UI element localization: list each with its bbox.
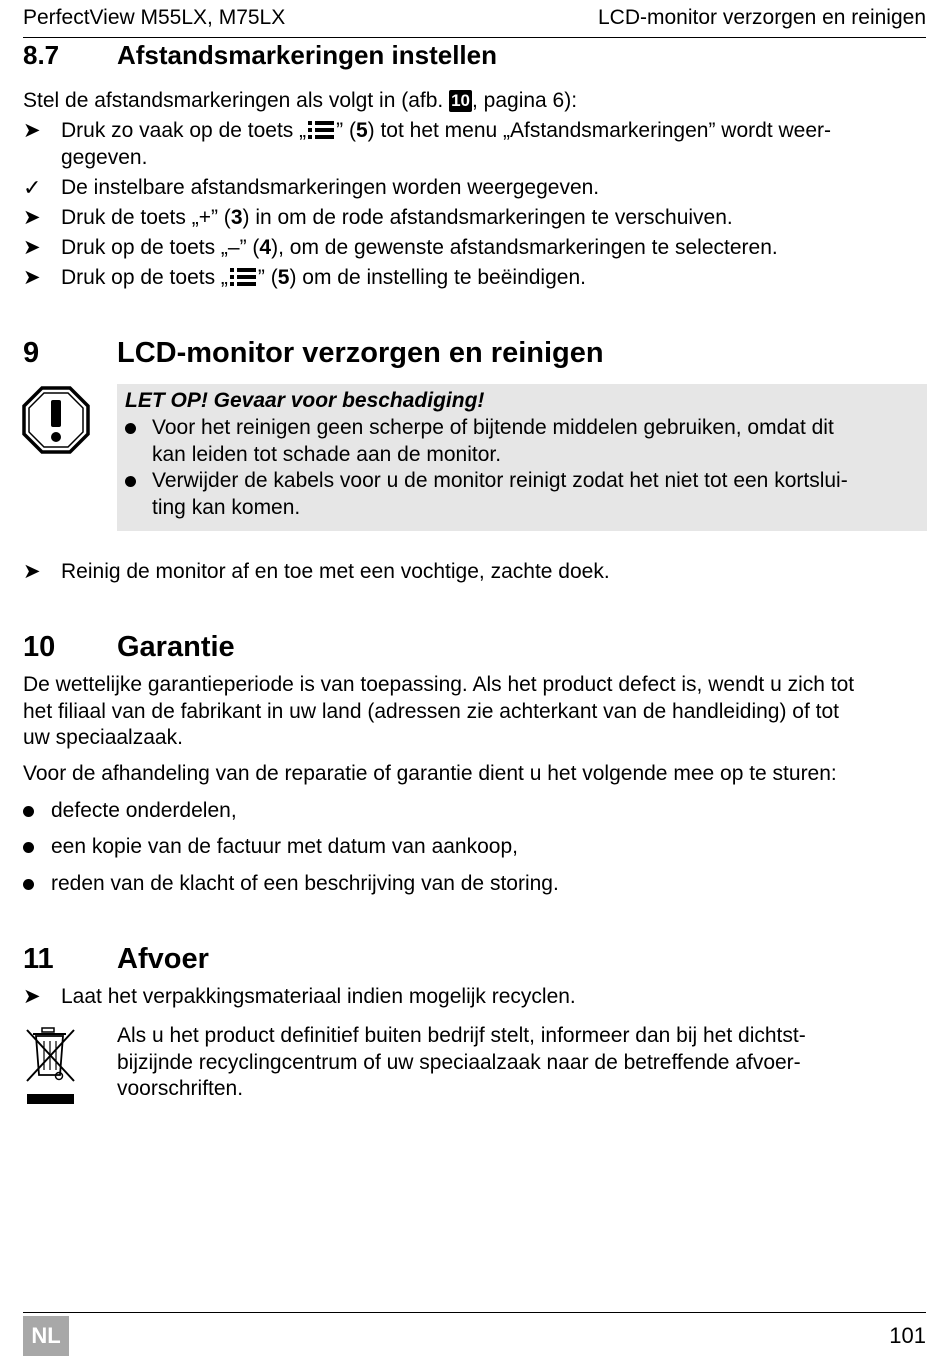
warning-bullet: Verwijder de kabels voor u de monitor reinigt zodat het niet tot een kortslui- ting kan komen.	[125, 468, 920, 521]
result-item: ✓ De instelbare afstandsmarkeringen worden weergegeven.	[23, 175, 600, 200]
bullet-dot-icon	[23, 806, 34, 817]
step-item: ➤ Druk de toets „+” (3) in om de rode afstandsmarkeringen te verschuiven.	[23, 205, 928, 232]
disposal-paragraph: Als u het product definitief buiten bedrijf stelt, informeer dan bij het dichtst- bijzijnde recyclingcentrum of uw speciaalzaak naar de betreffende afvoer- voorschriften.	[117, 1024, 806, 1100]
header-rule	[23, 37, 926, 38]
arrow-icon: ➤	[23, 985, 41, 1008]
running-header-left: PerfectView M55LX, M75LX	[23, 6, 286, 29]
section-number: 9	[23, 337, 40, 369]
arrow-icon: ➤	[23, 266, 41, 289]
section-title: Garantie	[117, 631, 235, 663]
list-item: een kopie van de factuur met datum van aankoop,	[23, 834, 928, 861]
section-8-7-heading	[23, 40, 923, 70]
warning-box	[117, 384, 927, 531]
page-number: 101	[889, 1323, 926, 1348]
footer-rule	[23, 1312, 926, 1313]
step-item: ➤ Druk op de toets „–” (4), om de gewenste afstandsmarkeringen te selecteren.	[23, 235, 928, 262]
warning-title: LET OP! Gevaar voor beschadiging!	[125, 389, 485, 412]
language-tab: NL	[23, 1316, 69, 1356]
arrow-icon: ➤	[23, 236, 41, 259]
section-title: LCD-monitor verzorgen en reinigen	[117, 337, 604, 369]
step-item: ➤ Druk zo vaak op de toets „ ” (5) tot het menu „Afstandsmarkeringen” wordt weer- gegeven.	[23, 119, 831, 169]
section-title: Afstandsmarkeringen instellen	[117, 40, 497, 70]
section-number: 10	[23, 631, 56, 663]
list-item: defecte onderdelen,	[23, 798, 928, 825]
bullet-dot-icon	[125, 423, 136, 434]
step-item: ➤ Reinig de monitor af en toe met een vochtige, zachte doek.	[23, 559, 928, 586]
running-header-right: LCD-monitor verzorgen en reinigen	[598, 6, 926, 29]
menu-key-icon	[306, 119, 336, 141]
warning-bullet: Voor het reinigen geen scherpe of bijtende middelen gebruiken, omdat dit kan leiden tot schade aan de monitor.	[125, 415, 920, 468]
section-8-7-intro: Stel de afstandsmarkeringen als volgt in (afb. 10, pagina 6):	[23, 89, 578, 112]
warranty-paragraph: Voor de afhandeling van de reparatie of garantie dient u het volgende mee op te sturen:	[23, 762, 837, 785]
bullet-dot-icon	[23, 842, 34, 853]
section-number: 11	[23, 943, 54, 975]
step-item: ➤ Laat het verpakkingsmateriaal indien mogelijk recyclen.	[23, 984, 928, 1011]
list-item: reden van de klacht of een beschrijving van de storing.	[23, 871, 928, 898]
arrow-icon: ➤	[23, 206, 41, 229]
warning-octagon-icon	[22, 386, 90, 454]
check-icon: ✓	[23, 175, 42, 200]
arrow-icon: ➤	[23, 119, 41, 142]
section-10-heading	[23, 630, 923, 664]
step-item: ➤ Druk op de toets „ ” (5) om de instelling te beëindigen.	[23, 265, 928, 292]
section-9-heading	[23, 336, 923, 370]
figure-badge: 10	[451, 91, 470, 110]
section-title: Afvoer	[117, 943, 209, 975]
bullet-dot-icon	[125, 476, 136, 487]
section-number: 8.7	[23, 40, 60, 70]
menu-key-icon	[228, 266, 258, 288]
arrow-icon: ➤	[23, 560, 41, 583]
section-11-heading	[23, 942, 923, 976]
crossed-out-bin-icon	[22, 1023, 80, 1108]
bullet-dot-icon	[23, 879, 34, 890]
warranty-paragraph: De wettelijke garantieperiode is van toepassing. Als het product defect is, wendt u zich tot het filiaal van de fabrikant in uw land (adressen zie achterkant van de handleiding) of tot uw speciaalzaak.	[23, 673, 855, 749]
